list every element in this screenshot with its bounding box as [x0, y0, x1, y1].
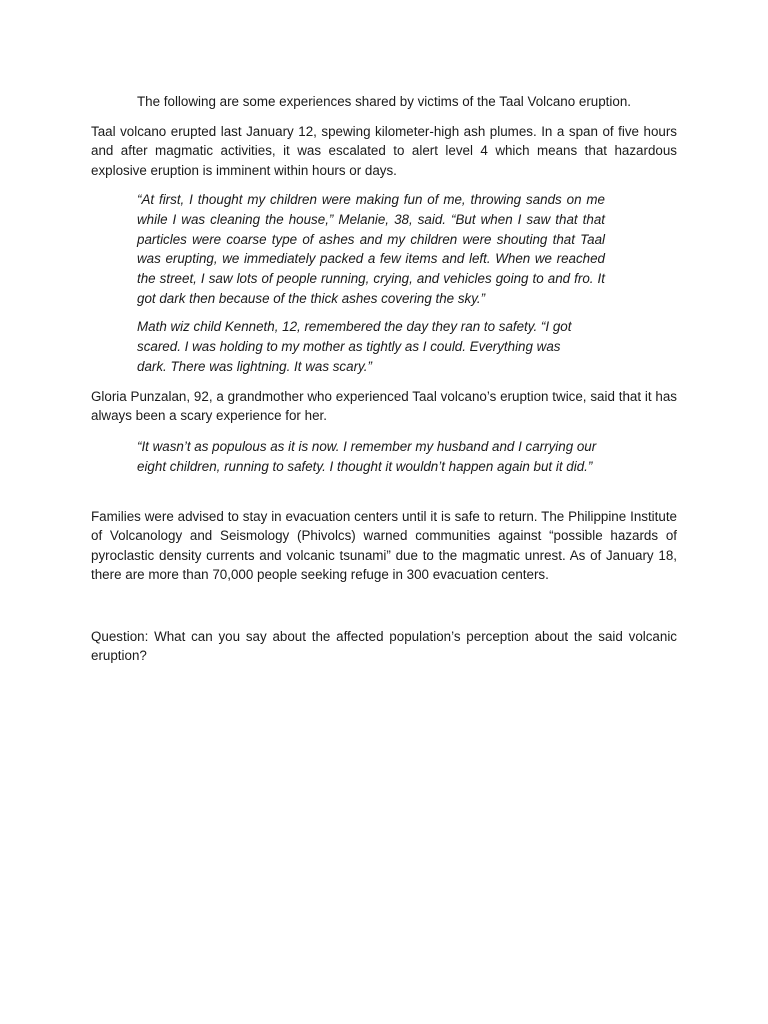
paragraph-evacuation: Families were advised to stay in evacuation centers until it is safe to return. The Philippine Institute of Volcanology and Seismology (Phivolcs) warned communities against “possible hazards of pyroclastic density currents and volcanic tsunami” due to the magmatic unrest. As of January 18, there are more than 70,000 people seeking refuge in 300 evacuation centers.: [91, 509, 677, 582]
quote-melanie: “At first, I thought my children were making fun of me, throwing sands on me while I was cleaning the house,” Melanie, 38, said. “But when I saw that that particles were coarse type of ashes and my children were shouting that Taal was erupting, we immediately packed a few items and left. When we reached the street, I saw lots of people running, crying, and vehicles going to and fro. It got dark then because of the thick ashes covering the sky.”: [137, 192, 605, 306]
quote-kenneth: Math wiz child Kenneth, 12, remembered the day they ran to safety. “I got scared. I was holding to my mother as tightly as I could. Everything was dark. There was lightning. It was scary.”: [137, 319, 572, 374]
intro-sentence: The following are some experiences shared by victims of the Taal Volcano eruption.: [137, 94, 631, 109]
quote-gloria: “It wasn’t as populous as it is now. I remember my husband and I carrying our eight children, running to safety. I thought it wouldn’t happen again but it did.”: [137, 439, 597, 474]
paragraph-gloria: Gloria Punzalan, 92, a grandmother who experienced Taal volcano’s eruption twice, said that it has always been a scary experience for her.: [91, 389, 677, 424]
question-prompt: Question: What can you say about the affected population’s perception about the said volcanic eruption?: [91, 629, 677, 664]
paragraph-eruption-summary: Taal volcano erupted last January 12, spewing kilometer-high ash plumes. In a span of five hours and after magmatic activities, it was escalated to alert level 4 which means that hazardous explosive eruption is imminent within hours or days.: [91, 124, 677, 178]
